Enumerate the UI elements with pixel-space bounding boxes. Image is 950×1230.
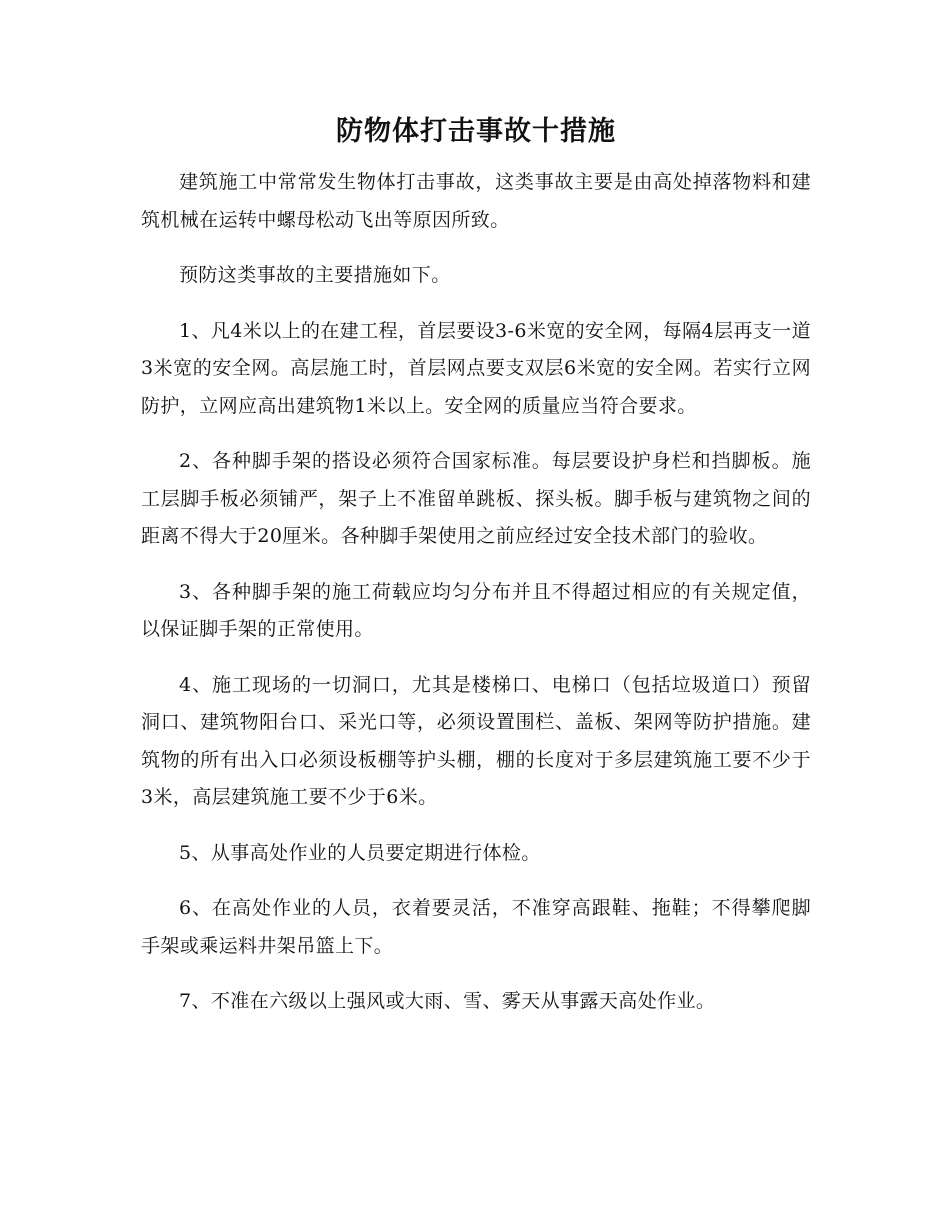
- measure-3-paragraph: 3、各种脚手架的施工荷载应均匀分布并且不得超过相应的有关规定值，以保证脚手架的正常使用。: [141, 580, 811, 640]
- measure-2-paragraph: 2、各种脚手架的搭设必须符合国家标准。每层要设护身栏和挡脚板。施工层脚手板必须铺严，架子上不准留单跳板、探头板。脚手板与建筑物之间的距离不得大于20厘米。各种脚手架使用之前应经过安全技术部门的验收。: [141, 450, 811, 547]
- measure-7-paragraph: 7、不准在六级以上强风或大雨、雪、雾天从事露天高处作业。: [179, 990, 716, 1012]
- document-title: 防物体打击事故十措施: [336, 116, 616, 147]
- measure-4-paragraph: 4、施工现场的一切洞口，尤其是楼梯口、电梯口（包括垃圾道口）预留洞口、建筑物阳台口、采光口等，必须设置围栏、盖板、架网等防护措施。建筑物的所有出入口必须设板棚等护头棚，棚的长度对于多层建筑施工要不少于3米，高层建筑施工要不少于6米。: [141, 673, 811, 808]
- intro-paragraph: 建筑施工中常常发生物体打击事故，这类事故主要是由高处掉落物料和建筑机械在运转中螺母松动飞出等原因所致。: [141, 171, 811, 231]
- measure-1-paragraph: 1、凡4米以上的在建工程，首层要设3-6米宽的安全网，每隔4层再支一道3米宽的安全网。高层施工时，首层网点要支双层6米宽的安全网。若实行立网防护，立网应高出建筑物1米以上。安全网的质量应当符合要求。: [141, 319, 811, 417]
- document-body: [141, 110, 811, 1039]
- measures-intro-paragraph: 预防这类事故的主要措施如下。: [179, 264, 451, 286]
- measure-5-paragraph: 5、从事高处作业的人员要定期进行体检。: [179, 841, 541, 864]
- measure-6-paragraph: 6、在高处作业的人员，衣着要灵活，不准穿高跟鞋、拖鞋；不得攀爬脚手架或乘运料井架吊篮上下。: [141, 897, 811, 957]
